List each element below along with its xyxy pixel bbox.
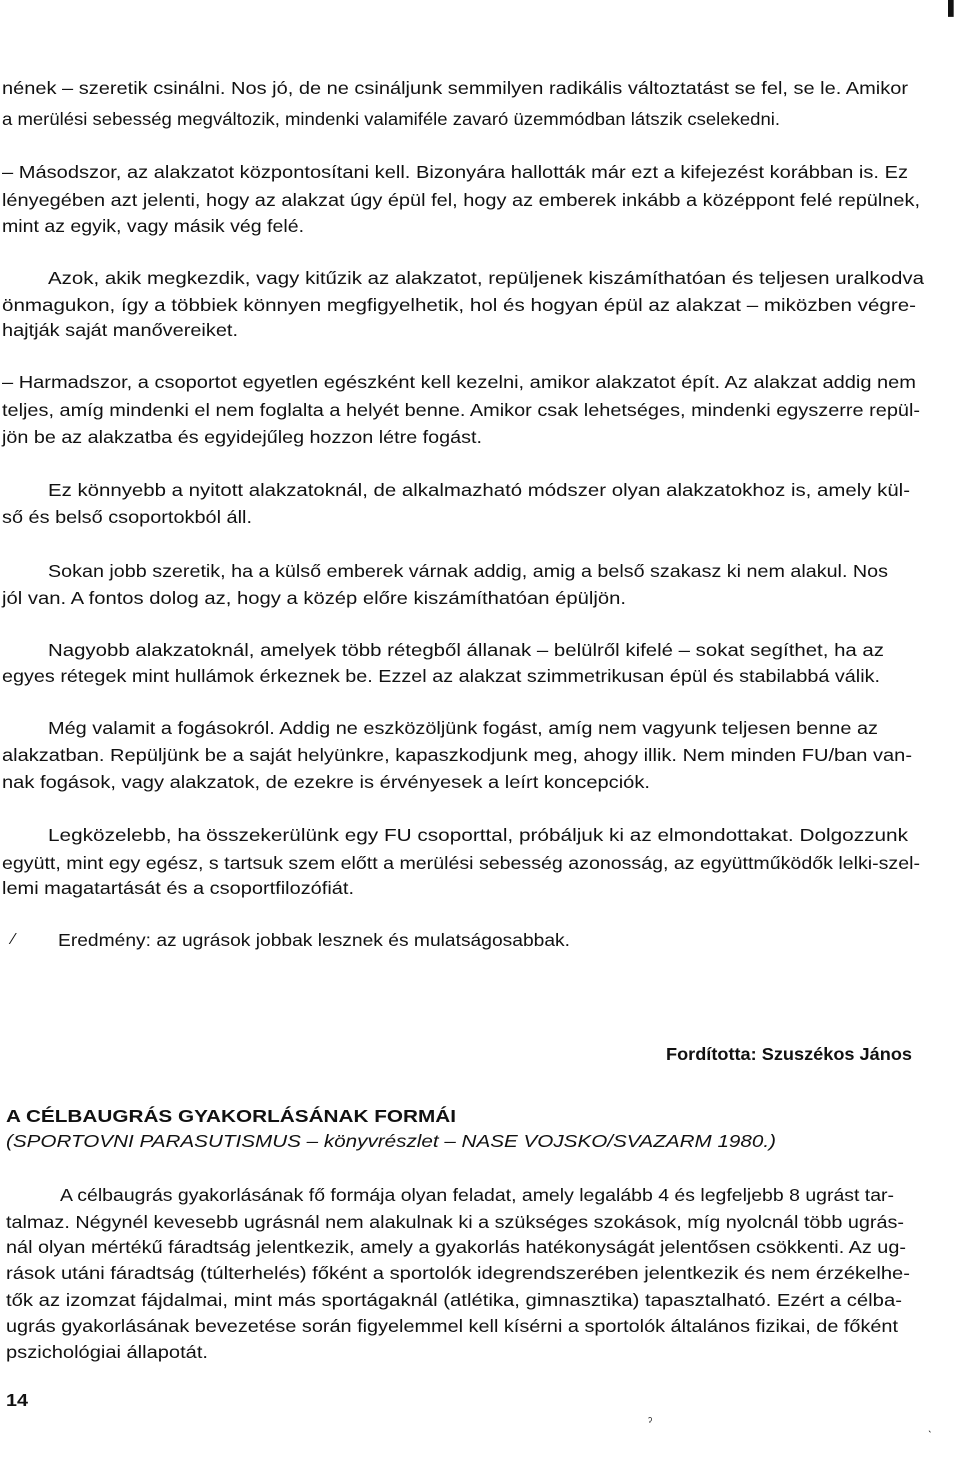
- text-line: Ez könnyebb a nyitott alakzatoknál, de alkalmazható módszer olyan alakzatokhoz is, amely kül-: [48, 480, 910, 500]
- section-subtitle: (SPORTOVNI PARASUTISMUS – könyvrészlet – NASE VOJSKO/SVAZARM 1980.): [6, 1131, 776, 1151]
- text-line: ugrás gyakorlásának bevezetése során figyelemmel kell kísérni a sportolók általános fizikai, de főként: [6, 1316, 899, 1336]
- text-line: ső és belső csoportokból áll.: [2, 507, 252, 527]
- text-line: nének – szeretik csinálni. Nos jó, de ne csináljunk semmilyen radikális változtatást se fel, se le. Amikor: [2, 78, 909, 98]
- text-line: a merülési sebesség megváltozik, mindenki valamiféle zavaró üzemmódban látszik cselekedni.: [2, 109, 780, 129]
- text-line: Nagyobb alakzatoknál, amelyek több rétegből állanak – belülről kifelé – sokat segíthet, ha az: [48, 640, 884, 660]
- text-line: alakzatban. Repüljünk be a saját helyünkre, kapaszkodjunk meg, ahogy illik. Nem minden FU/ban van-: [2, 745, 912, 765]
- text-line: önmagukon, így a többiek könnyen megfigyelhetik, hol és hogyan épül az alakzat – miközben végre-: [2, 295, 916, 315]
- text-line: Azok, akik megkezdik, vagy kitűzik az alakzatot, repüljenek kiszámíthatóan és teljesen uralkodva: [48, 268, 924, 288]
- text-line: – Másodszor, az alakzatot központosítani kell. Bizonyára hallották már ezt a kifejezést korábban is. Ez: [2, 162, 908, 182]
- text-line: Még valamit a fogásokról. Addig ne eszközöljünk fogást, amíg nem vagyunk teljesen benne az: [48, 718, 878, 738]
- text-line: teljes, amíg mindenki el nem foglalta a helyét benne. Amikor csak lehetséges, mindenki egyszerre repül-: [2, 400, 920, 420]
- text-line: nál olyan mértékű fáradtság jelentkezik, amely a gyakorlás hatékonyságát jelentősen csökkenti. Az ug-: [6, 1237, 906, 1257]
- text-line: hajtják saját manővereiket.: [2, 320, 238, 340]
- translator-credit: Fordította: Szuszékos János: [666, 1044, 912, 1064]
- corner-mark-icon: ▌: [948, 0, 960, 16]
- text-line: mint az egyik, vagy másik vég felé.: [2, 216, 304, 236]
- text-line: együtt, mint egy egész, s tartsuk szem előtt a merülési sebesség azonosság, az együttműködők lelki-szel-: [2, 853, 920, 873]
- stray-mark-icon: ˀ: [648, 1415, 653, 1429]
- text-line: nak fogások, vagy alakzatok, de ezekre is érvényesek a leírt koncepciók.: [2, 772, 650, 792]
- text-line: talmaz. Négynél kevesebb ugrásnál nem alakulnak ki a szükséges szokások, míg nyolcnál több ugrás-: [6, 1212, 904, 1232]
- text-line: lemi magatartását és a csoportfilozófiát.: [2, 878, 354, 898]
- stray-mark-icon: ˎ: [928, 1419, 932, 1433]
- text-line: A célbaugrás gyakorlásának fő formája olyan feladat, amely legalább 4 és legfeljebb 8 ugrást tar-: [60, 1185, 894, 1205]
- text-line: jól van. A fontos dolog az, hogy a közép előre kiszámíthatóan épüljön.: [2, 588, 626, 608]
- pen-mark-icon: ⁄: [12, 931, 15, 948]
- page-number: 14: [6, 1390, 28, 1410]
- text-line: rások utáni fáradtság (túlterhelés) főként a sportolók idegrendszerében jelentkezik és nem érzékelhe-: [6, 1263, 910, 1283]
- text-line: egyes rétegek mint hullámok érkeznek be. Ezzel az alakzat szimmetrikusan épül és stabilabbá válik.: [2, 666, 881, 686]
- text-line: jön be az alakzatba és egyidejűleg hozzon létre fogást.: [2, 427, 483, 447]
- text-line: tők az izomzat fájdalmai, mint más sportágaknál (atlétika, gimnasztika) tapasztalható. Ezért a célba-: [6, 1290, 902, 1310]
- section-title: A CÉLBAUGRÁS GYAKORLÁSÁNAK FORMÁI: [6, 1106, 456, 1126]
- text-line: lényegében azt jelenti, hogy az alakzat úgy épül fel, hogy az emberek inkább a középpont felé repülnek,: [2, 190, 920, 210]
- text-line: – Harmadszor, a csoportot egyetlen egészként kell kezelni, amikor alakzatot épít. Az alakzat addig nem: [2, 372, 916, 392]
- text-line: pszichológiai állapotát.: [6, 1342, 208, 1362]
- text-line: Sokan jobb szeretik, ha a külső emberek várnak addig, amig a belső szakasz ki nem alakul. Nos: [48, 561, 888, 581]
- text-line: Legközelebb, ha összekerülünk egy FU csoporttal, próbáljuk ki az elmondottakat. Dolgozzunk: [48, 825, 908, 845]
- text-line: Eredmény: az ugrások jobbak lesznek és mulatságosabbak.: [58, 930, 570, 950]
